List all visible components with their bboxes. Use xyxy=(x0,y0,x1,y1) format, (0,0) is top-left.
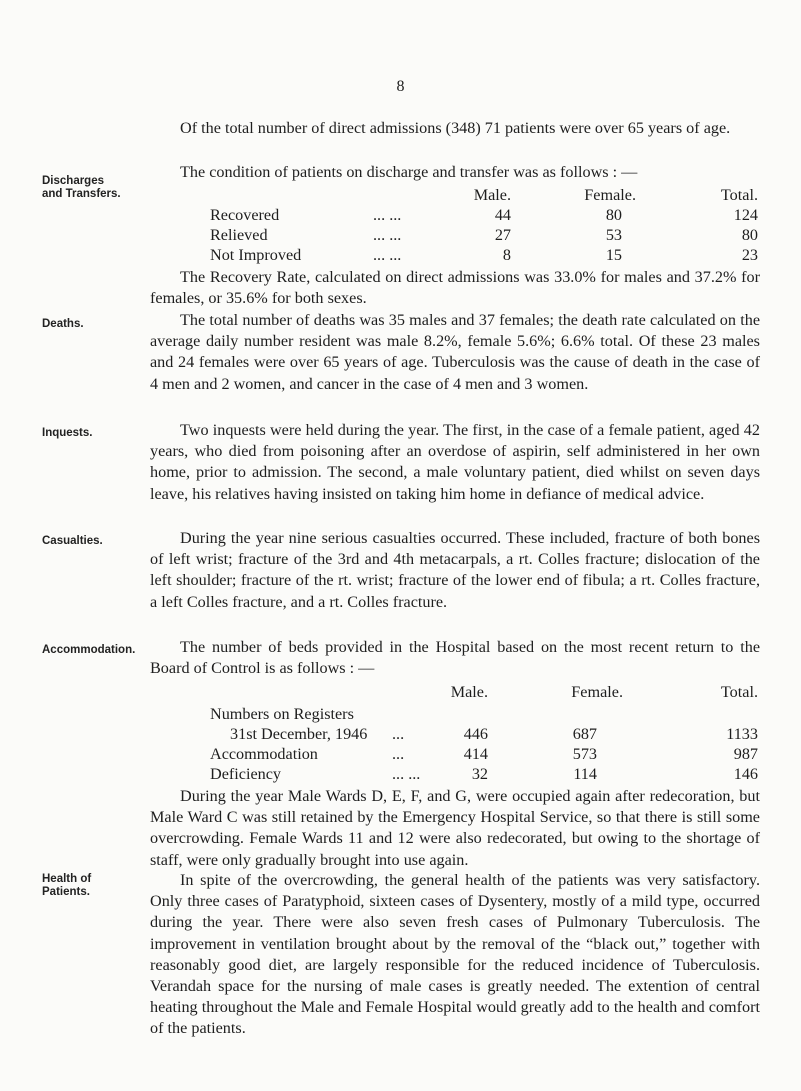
cell-male: 27 xyxy=(494,226,511,244)
table-row xyxy=(210,724,758,744)
margin-label-discharges: Discharges and Transfers. xyxy=(42,175,121,200)
cell-total: 23 xyxy=(741,246,758,264)
row-label: Accommodation xyxy=(210,745,318,763)
cell-total: 1133 xyxy=(726,725,758,743)
discharges-lead xyxy=(150,162,760,183)
discharges-table xyxy=(210,185,758,265)
intro-text: Of the total number of direct admissions (348) 71 patients were over 65 years of age. xyxy=(180,119,731,137)
row-dots: ... ... xyxy=(392,765,421,783)
casualties-paragraph xyxy=(150,528,760,613)
row-label: Not Improved xyxy=(210,246,302,264)
table-row xyxy=(210,245,758,265)
accommodation-lead xyxy=(150,637,760,679)
row-label: Deficiency xyxy=(210,765,282,783)
cell-female: 15 xyxy=(605,246,622,264)
inquests-text: Two inquests were held during the year. The first, in the case of a female patient, aged 42 years, who died from poisoning after an overdose of aspirin, self administered in her own home, prior to admission. The second, a male voluntary patient, died whilst on seven days leave, his relatives having insisted on taking him home in defiance of medical advice. xyxy=(150,421,760,503)
discharges-header-row xyxy=(210,185,758,205)
margin-label-inquests: Inquests. xyxy=(42,427,93,439)
cell-total: 987 xyxy=(733,745,758,763)
recovery-paragraph xyxy=(150,267,760,309)
cell-male: 446 xyxy=(463,725,488,743)
cell-female: 573 xyxy=(572,745,597,763)
margin-label-casualties: Casualties. xyxy=(42,535,103,547)
row-dots: ... ... xyxy=(373,206,402,224)
accommodation-table xyxy=(210,682,758,784)
casualties-text: During the year nine serious casualties occurred. These included, fracture of both bones of left wrist; fracture of the 3rd and 4th metacarpals, a rt. Colles fracture; dislocation of the left shoulder; fracture of the rt. wrist; fracture of the lower end of fibula; a rt. Colles fracture, a left Colles fracture, and a rt. Colles fracture. xyxy=(150,529,760,611)
col-total: Total. xyxy=(720,186,758,204)
cell-total: 124 xyxy=(733,206,758,224)
deaths-text: The total number of deaths was 35 males and 37 females; the death rate calculated on the average daily number resident was male 8.2%, female 5.6%; 6.6% total. Of these 23 males and 24 females were over 65 years of age. Tuberculosis was the cause of death in the case of 4 men and 2 women, and cancer in the case of 4 men and 3 women. xyxy=(150,311,760,393)
cell-total: 80 xyxy=(741,226,758,244)
row-label: Relieved xyxy=(210,226,268,244)
row-label: 31st December, 1946 xyxy=(230,725,368,743)
intro-paragraph xyxy=(150,118,760,139)
accommodation-header-row xyxy=(210,682,758,702)
table-row xyxy=(210,205,758,225)
row-label: Numbers on Registers xyxy=(210,705,354,723)
cell-male: 44 xyxy=(494,206,511,224)
accommodation-lead-text: The number of beds provided in the Hospital based on the most recent return to the Board of Control is as follows : — xyxy=(150,638,760,678)
health-text: In spite of the overcrowding, the general health of the patients was very satisfactory. Only three cases of Paratyphoid, sixteen cases of Dysentery, mostly of a mild type, occurred during the year. There were also seven fresh cases of Pulmonary Tuberculosis. The improvement in ventilation brought about by the removal of the “black out,” together with reasonably good diet, are largely responsible for the reduced incidence of Tuberculosis. Verandah space for the nursing of male cases is greatly needed. The extention of central heating throughout the Male and Female Hospital would greatly add to the health and comfort of the patients. xyxy=(150,871,760,1038)
col-female: Female. xyxy=(571,683,623,701)
cell-male: 8 xyxy=(502,246,511,264)
row-label: Recovered xyxy=(210,206,280,224)
health-paragraph xyxy=(150,870,760,1040)
table-row xyxy=(210,225,758,245)
table-row xyxy=(210,764,758,784)
cell-male: 414 xyxy=(463,745,488,763)
col-male: Male. xyxy=(450,683,488,701)
page-number: 8 xyxy=(396,78,405,95)
deaths-paragraph xyxy=(150,310,760,395)
cell-female: 53 xyxy=(605,226,622,244)
row-dots: ... ... xyxy=(373,226,402,244)
margin-label-accommodation: Accommodation. xyxy=(42,644,136,656)
row-dots: ... xyxy=(392,745,405,763)
margin-label-deaths: Deaths. xyxy=(42,318,84,330)
recovery-text: The Recovery Rate, calculated on direct admissions was 33.0% for males and 37.2% for females, or 35.6% for both sexes. xyxy=(150,268,760,308)
cell-total: 146 xyxy=(733,765,758,783)
col-total: Total. xyxy=(720,683,758,701)
table-row xyxy=(210,744,758,764)
margin-label-health: Health of Patients. xyxy=(42,873,92,898)
col-male: Male. xyxy=(473,186,511,204)
row-dots: ... xyxy=(392,725,405,743)
discharges-lead-text: The condition of patients on discharge and transfer was as follows : — xyxy=(180,163,638,181)
accommodation-followup xyxy=(150,786,760,871)
cell-female: 114 xyxy=(573,765,597,783)
cell-male: 32 xyxy=(471,765,488,783)
row-dots: ... ... xyxy=(373,246,402,264)
cell-female: 80 xyxy=(605,206,622,224)
cell-female: 687 xyxy=(572,725,597,743)
accommodation-followup-text: During the year Male Wards D, E, F, and G, were occupied again after redecoration, but Male Ward C was still retained by the Emergency Hospital Service, so that there is still some overcrowding. Female Wards 11 and 12 were also redecorated, but owing to the shortage of staff, were only gradually brought into use again. xyxy=(150,787,760,869)
inquests-paragraph xyxy=(150,420,760,505)
col-female: Female. xyxy=(584,186,636,204)
table-row xyxy=(210,702,758,724)
